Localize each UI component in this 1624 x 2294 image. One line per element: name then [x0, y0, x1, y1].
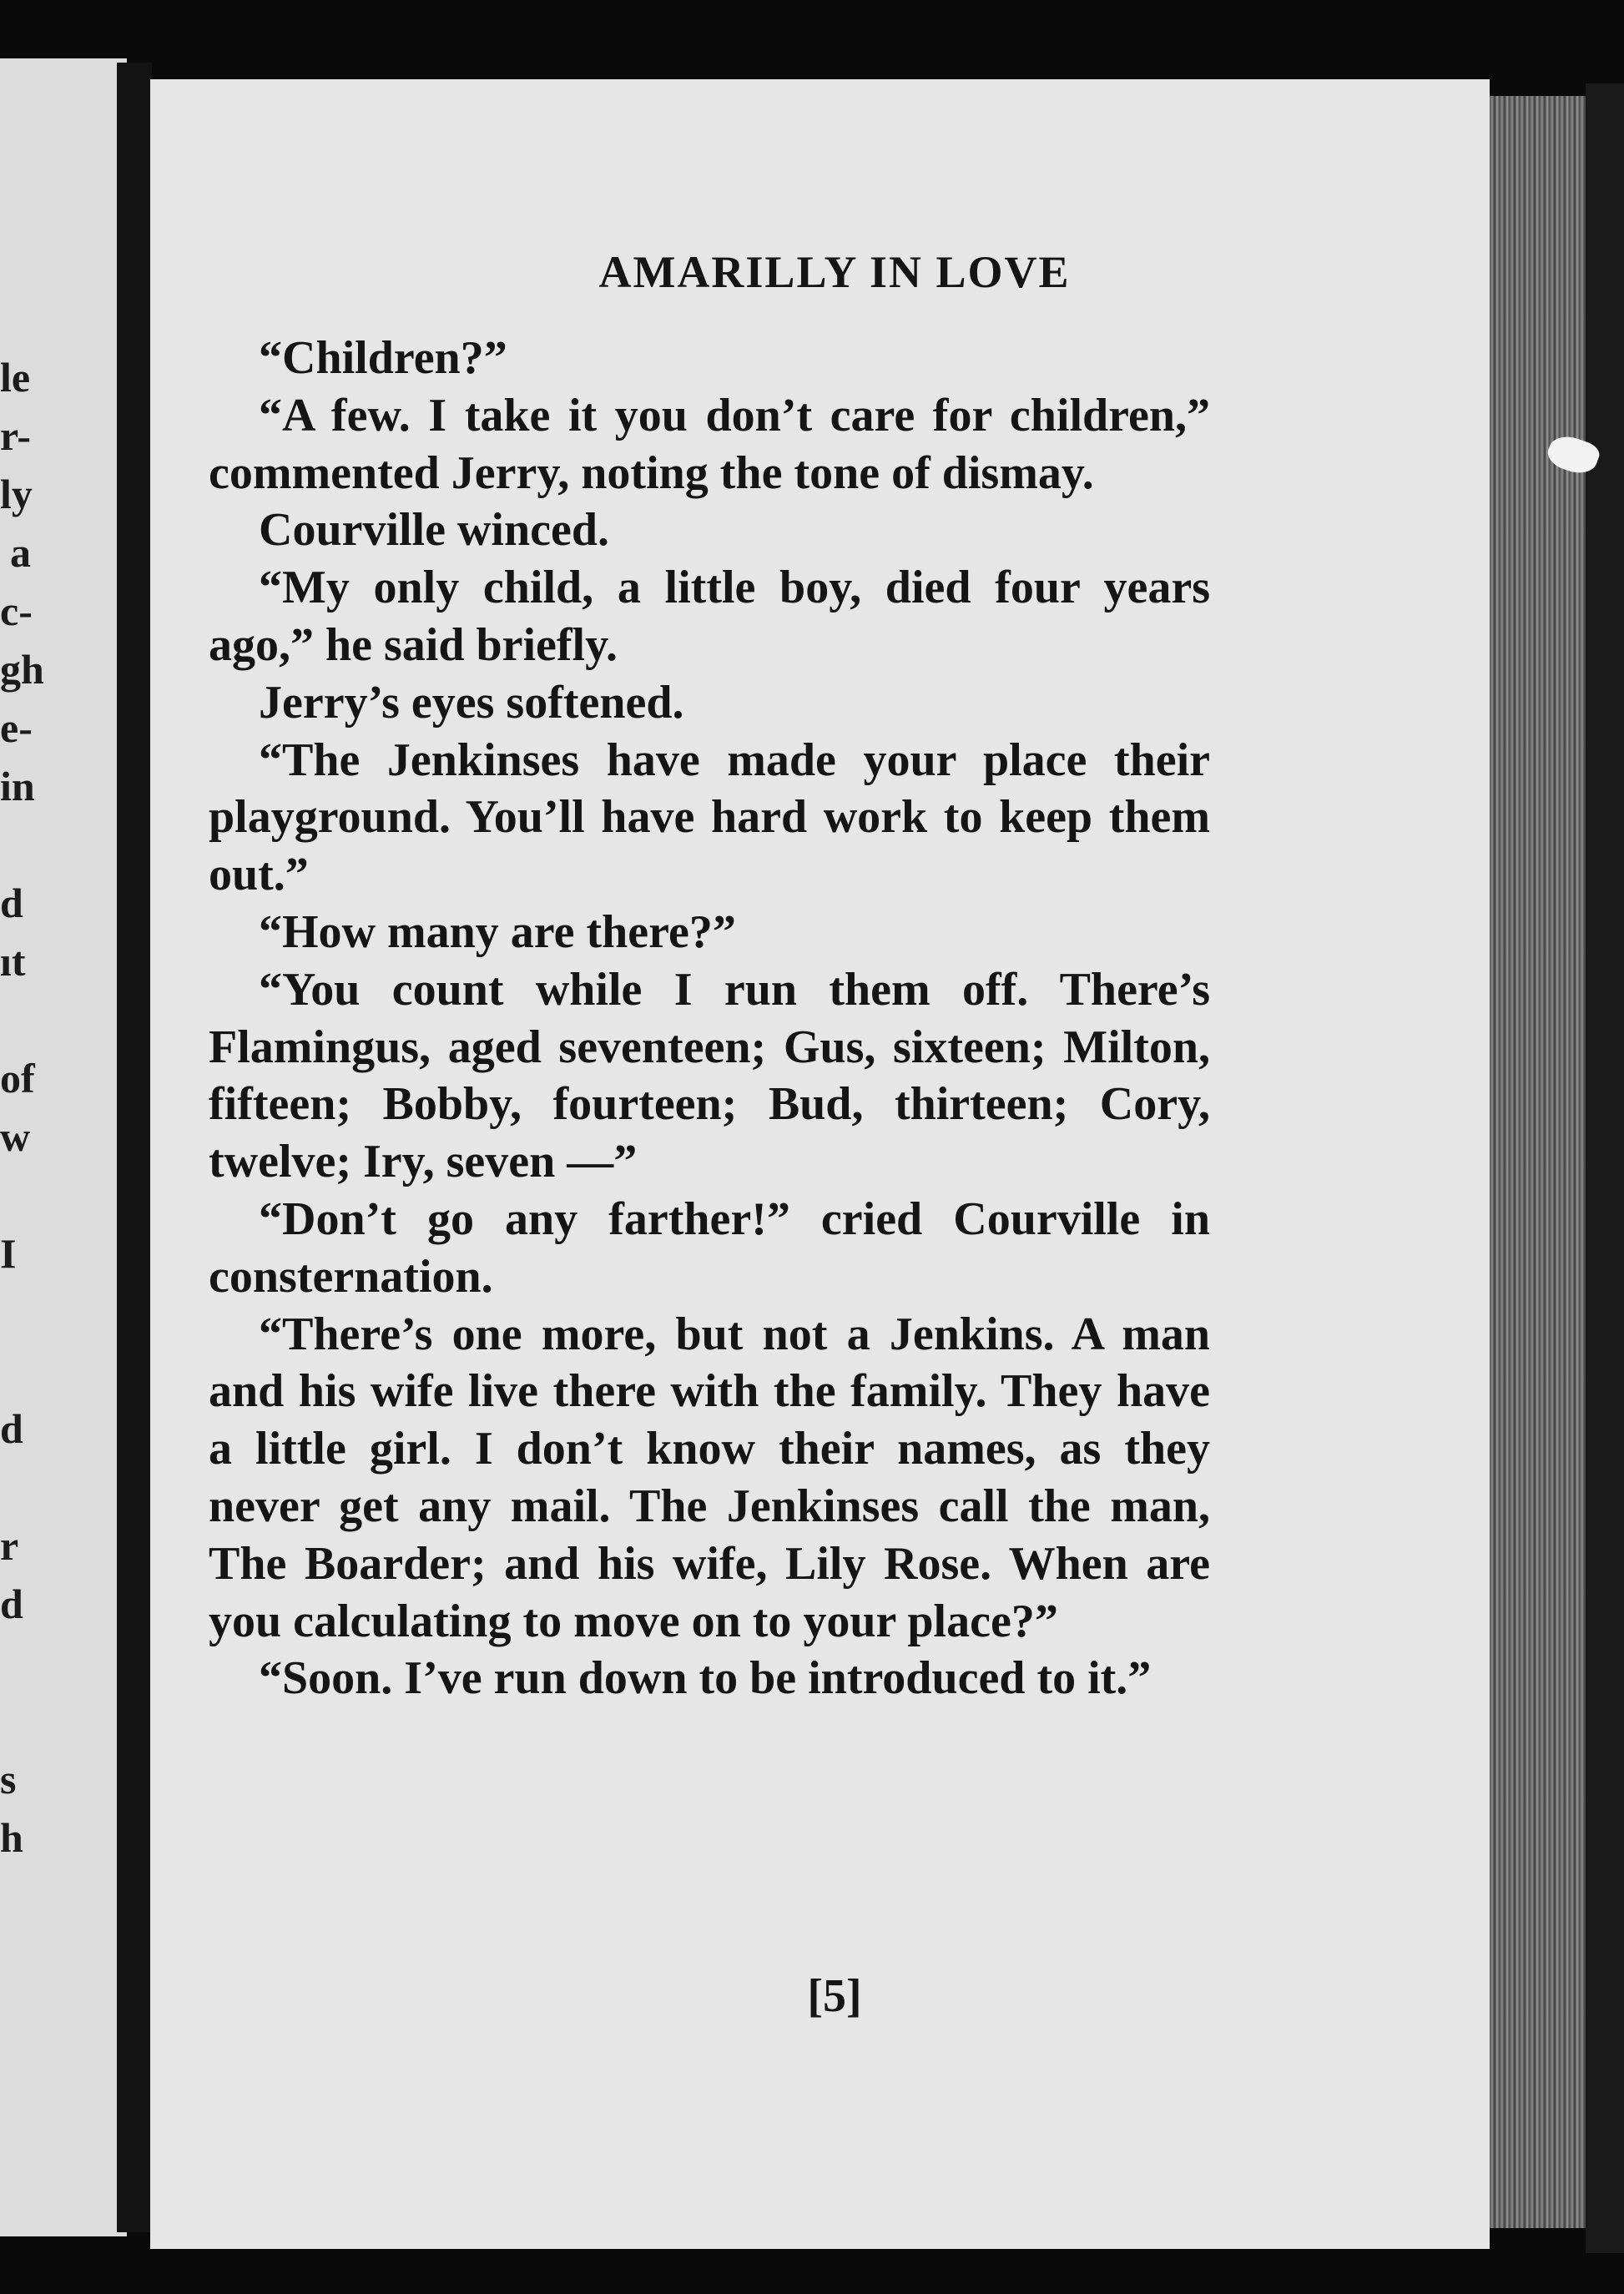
left-fragment: w [0, 1113, 31, 1160]
book-page [150, 79, 1490, 2249]
left-fragment: e- [0, 704, 33, 751]
left-fragment: d [0, 1581, 23, 1627]
paragraph: “How many are there?” [259, 905, 736, 958]
body-text [209, 330, 1210, 1707]
paragraph: “You count while I run them off. There’s Flamingus, aged seventeen; Gus, sixteen; Milton, fifteen; Bobby, fourteen; Bud, thirteen; Cory, twelve; Iry, seven —” [209, 963, 1210, 1188]
book-gutter [117, 63, 152, 2232]
left-fragment: a [10, 529, 31, 576]
running-header: AMARILLY IN LOVE [598, 247, 1071, 297]
left-fragment: d [0, 1405, 23, 1452]
left-fragment: c- [0, 587, 33, 634]
paragraph: “Don’t go any farther!” cried Courville in consternation. [209, 1192, 1210, 1303]
left-fragment: gh [0, 646, 44, 693]
paragraph: “My only child, a little boy, died four years ago,” he said briefly. [209, 562, 1210, 671]
paragraph: “A few. I take it you don’t care for children,” commented Jerry, noting the tone of dismay. [209, 389, 1210, 499]
left-fragment: ıt [0, 938, 26, 985]
left-fragment: s [0, 1756, 17, 1802]
right-shadow [1586, 83, 1624, 2253]
left-fragment: d [0, 880, 23, 926]
paragraph: “Children?” [259, 332, 507, 384]
left-fragment: le [0, 354, 31, 401]
left-fragment: r- [0, 412, 31, 459]
left-fragment: r [0, 1522, 19, 1569]
left-fragment: in [0, 763, 35, 809]
page-number: [5] [807, 1970, 862, 2022]
left-fragment: h [0, 1814, 23, 1861]
paragraph: Jerry’s eyes softened. [259, 676, 684, 729]
left-fragment: of [0, 1055, 35, 1102]
paragraph: “There’s one more, but not a Jenkins. A man and his wife live there with the family. They have a little girl. I don’t know their names, as they never get any mail. The Jenkinses call the man, The Boarder; and his wife, Lily Rose. When are you calculating to move on to your place?” [209, 1308, 1210, 1647]
left-fragment: I [0, 1230, 17, 1277]
paragraph: Courville winced. [259, 504, 609, 557]
paragraph: “Soon. I’ve run down to be introduced to it.” [259, 1652, 1152, 1705]
paragraph: “The Jenkinses have made your place their playground. You’ll have hard work to keep them out.” [209, 734, 1210, 901]
left-page-edge [0, 58, 127, 2236]
page-edges [1490, 96, 1586, 2228]
left-fragment: ly [0, 471, 33, 517]
